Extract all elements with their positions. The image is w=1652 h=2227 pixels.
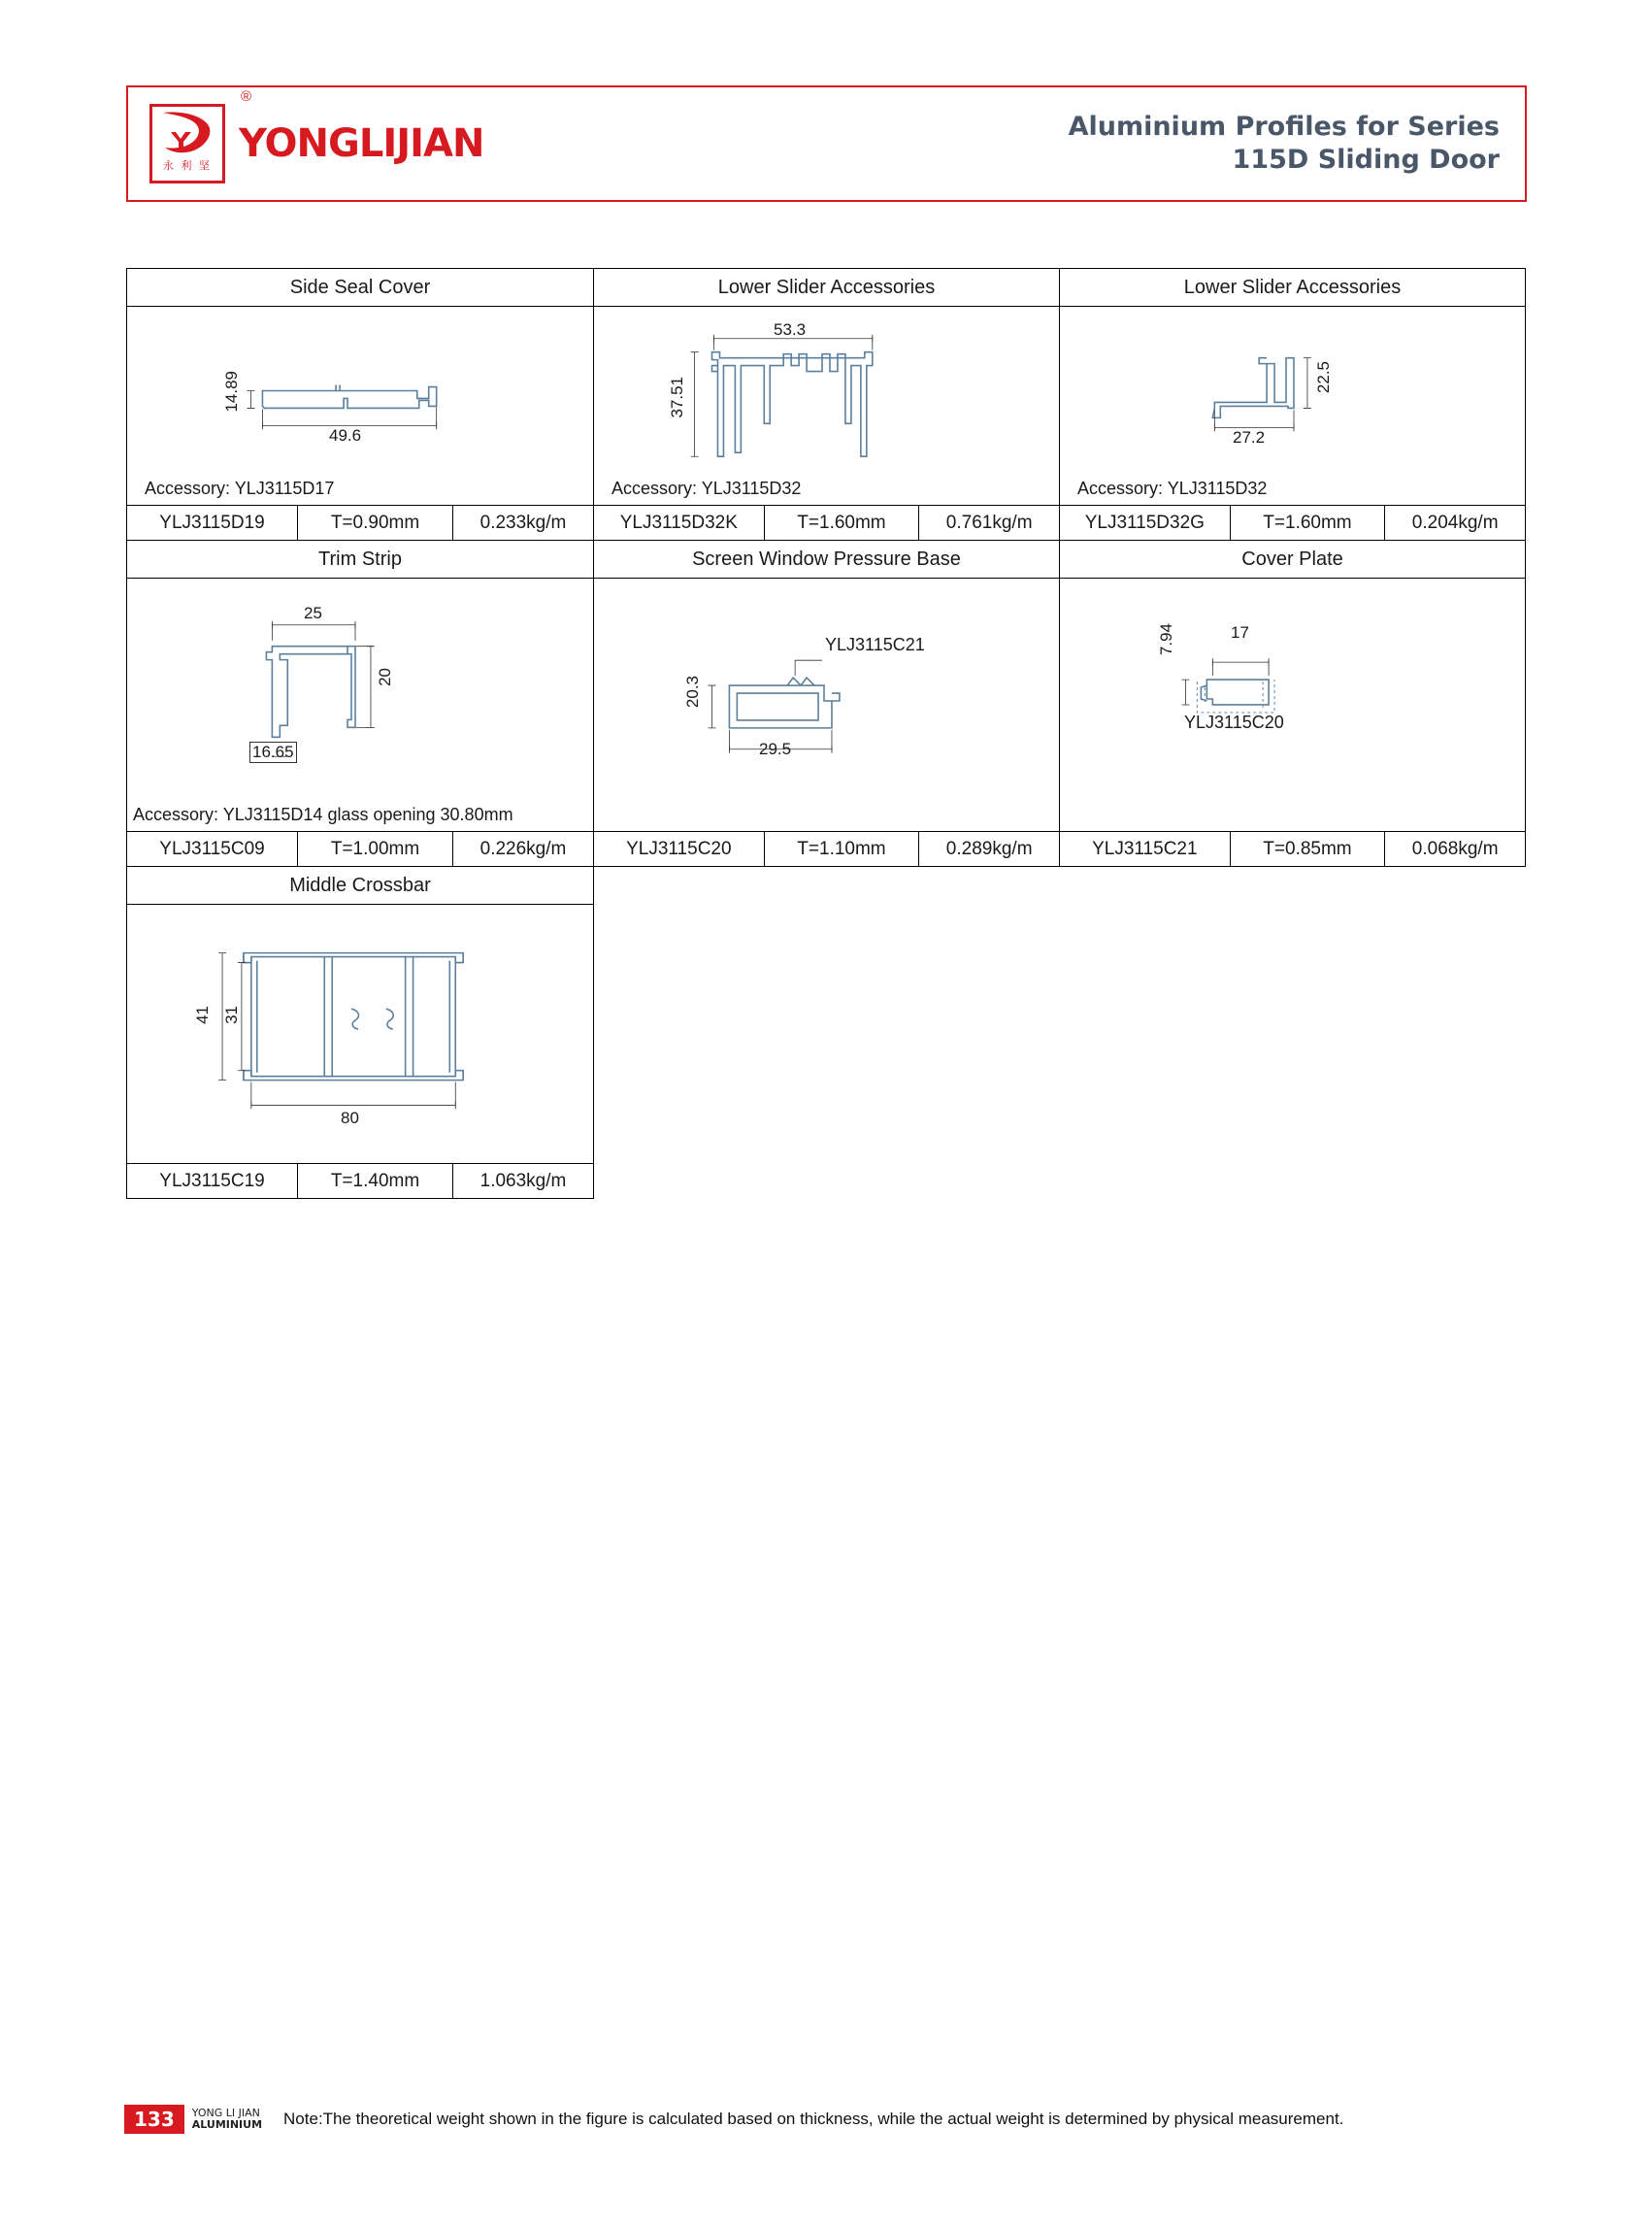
part-code-label: YLJ3115C21 xyxy=(825,635,925,654)
dimension-label: 80 xyxy=(341,1109,359,1127)
profile-accessory-note: Accessory: YLJ3115D32 xyxy=(1077,479,1268,498)
profile-spec-row xyxy=(1060,505,1525,540)
profile-title: Trim Strip xyxy=(127,541,593,579)
profile-thickness: T=1.60mm xyxy=(765,506,920,540)
dimension-label: 53.3 xyxy=(774,320,807,339)
logo-chinese-text: 永 利 坚 xyxy=(163,159,212,172)
dimension-label: 41 xyxy=(193,1006,212,1024)
profile-card-trim-strip xyxy=(126,540,594,867)
profile-code: YLJ3115C09 xyxy=(127,832,298,866)
brand-name-wrap xyxy=(239,88,484,166)
profile-drawing-lower-slider-k xyxy=(594,307,1059,475)
profile-thickness: T=0.85mm xyxy=(1231,832,1386,866)
logo-mark-icon xyxy=(152,107,222,161)
profile-thickness: T=1.60mm xyxy=(1231,506,1386,540)
dimension-label: 29.5 xyxy=(759,740,792,758)
profile-thickness: T=1.40mm xyxy=(298,1164,453,1198)
dimension-label: 16.65 xyxy=(249,742,297,763)
profile-thickness: T=1.00mm xyxy=(298,832,453,866)
brand-name: YONGLIJIAN xyxy=(239,121,484,166)
profile-drawing-trim-strip xyxy=(127,579,593,801)
footer-note: Note:The theoretical weight shown in the figure is calculated based on thickness, while the actual weight is determined by physical measurement. xyxy=(283,2110,1344,2128)
profile-accessory-note xyxy=(1060,821,1525,831)
brand-lockup xyxy=(128,88,484,183)
dimension-label: 20.3 xyxy=(683,676,702,709)
profile-spec-row xyxy=(594,505,1059,540)
profile-title: Cover Plate xyxy=(1060,541,1525,579)
profile-drawing-cover-plate xyxy=(1060,579,1525,821)
profile-spec-row xyxy=(594,831,1059,866)
page-footer xyxy=(124,2105,1528,2134)
dimension-label: 27.2 xyxy=(1233,428,1266,447)
profile-spec-row xyxy=(127,505,593,540)
profile-spec-row xyxy=(127,831,593,866)
profile-card-lower-slider-k xyxy=(593,268,1060,541)
profile-drawing-middle-crossbar xyxy=(127,905,593,1163)
profile-title: Side Seal Cover xyxy=(127,269,593,307)
profile-card-side-seal-cover xyxy=(126,268,594,541)
profile-accessory-note xyxy=(594,821,1059,831)
profile-code: YLJ3115D32G xyxy=(1060,506,1231,540)
profile-row-1 xyxy=(126,268,1528,541)
profile-weight: 0.226kg/m xyxy=(479,839,567,859)
profile-drawing-lower-slider-g xyxy=(1060,307,1525,475)
profile-weight: 0.289kg/m xyxy=(945,839,1033,859)
profile-row-3 xyxy=(126,866,1528,1199)
profile-card-lower-slider-g xyxy=(1059,268,1526,541)
registered-trademark-icon: ® xyxy=(241,88,252,105)
profile-row-2 xyxy=(126,540,1528,867)
dimension-label: 14.89 xyxy=(222,371,241,413)
footer-brand-line1: YONG LI JIAN xyxy=(191,2107,260,2119)
profile-code: YLJ3115C19 xyxy=(127,1164,298,1198)
footer-brand xyxy=(192,2108,262,2131)
page-title xyxy=(1069,111,1525,177)
dimension-label: 17 xyxy=(1231,623,1249,642)
dimension-label: 7.94 xyxy=(1157,623,1175,656)
profile-card-middle-crossbar xyxy=(126,866,594,1199)
profile-code: YLJ3115C20 xyxy=(594,832,765,866)
part-code-label: YLJ3115C20 xyxy=(1184,713,1284,732)
profile-card-screen-pressure-base xyxy=(593,540,1060,867)
profile-weight: 0.233kg/m xyxy=(479,513,567,533)
page-header xyxy=(126,85,1527,202)
profile-accessory-note: Accessory: YLJ3115D32 xyxy=(611,479,802,498)
dimension-label: 31 xyxy=(222,1006,241,1024)
profile-weight: 0.204kg/m xyxy=(1411,513,1499,533)
profile-weight: 1.063kg/m xyxy=(479,1171,567,1191)
profile-weight: 0.068kg/m xyxy=(1411,839,1499,859)
profile-code: YLJ3115D32K xyxy=(594,506,765,540)
dimension-label: 22.5 xyxy=(1314,361,1333,394)
profile-title: Screen Window Pressure Base xyxy=(594,541,1059,579)
profile-thickness: T=1.10mm xyxy=(765,832,920,866)
profile-thickness: T=0.90mm xyxy=(298,506,453,540)
page-number: 133 xyxy=(124,2105,184,2134)
profile-accessory-note: Accessory: YLJ3115D17 xyxy=(145,479,335,498)
dimension-label: 49.6 xyxy=(329,426,362,445)
profile-accessory-note: Accessory: YLJ3115D14 glass opening 30.80mm xyxy=(133,805,513,824)
profile-title: Middle Crossbar xyxy=(127,867,593,905)
profile-card-cover-plate xyxy=(1059,540,1526,867)
profile-spec-row xyxy=(127,1163,593,1198)
profile-code: YLJ3115C21 xyxy=(1060,832,1231,866)
profile-title: Lower Slider Accessories xyxy=(1060,269,1525,307)
dimension-label: 37.51 xyxy=(668,377,686,418)
dimension-label: 20 xyxy=(376,668,394,686)
company-logo xyxy=(149,104,225,183)
page-title-line2: 115D Sliding Door xyxy=(1232,145,1500,175)
profile-drawing-side-seal-cover xyxy=(127,307,593,475)
profile-weight: 0.761kg/m xyxy=(945,513,1033,533)
profile-title: Lower Slider Accessories xyxy=(594,269,1059,307)
footer-brand-line2: ALUMINIUM xyxy=(191,2118,263,2131)
profiles-grid xyxy=(126,268,1528,1198)
profile-drawing-screen-pressure-base xyxy=(594,579,1059,821)
profile-code: YLJ3115D19 xyxy=(127,506,298,540)
page-title-line1: Aluminium Profiles for Series xyxy=(1068,112,1500,142)
profile-spec-row xyxy=(1060,831,1525,866)
dimension-label: 25 xyxy=(304,604,322,622)
